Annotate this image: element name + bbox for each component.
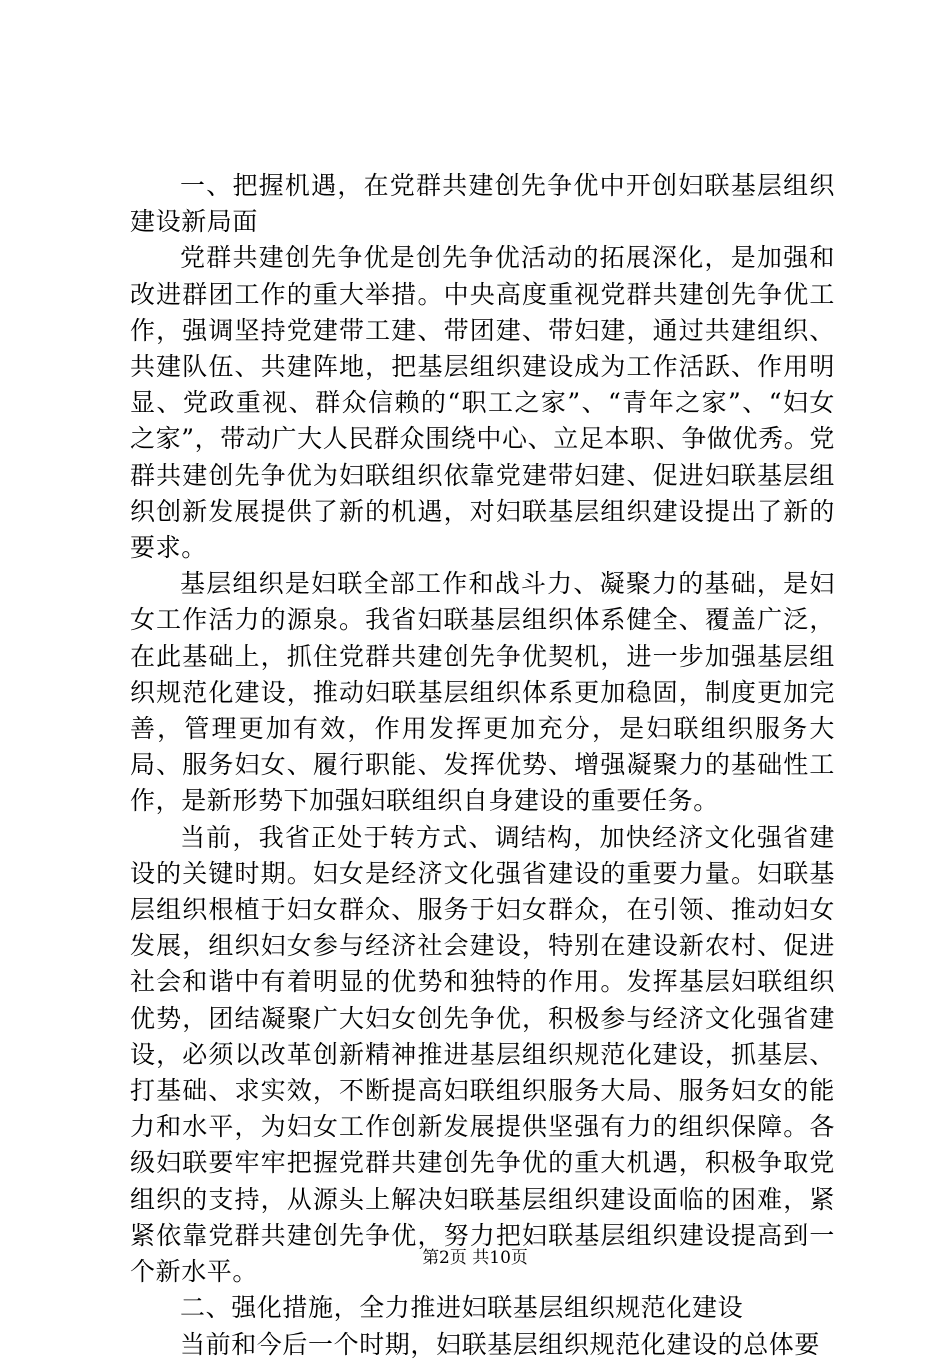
section-heading-1: 一、把握机遇，在党群共建创先争优中开创妇联基层组织建设新局面 (130, 171, 835, 237)
page-number-footer: 第2页 共10页 (422, 1248, 528, 1268)
body-paragraph-4: 当前和今后一个时期，妇联基层组织规范化建设的总体要 (180, 1329, 821, 1359)
section-heading-2: 二、强化措施，全力推进妇联基层组织规范化建设 (180, 1293, 744, 1323)
body-paragraph-1: 党群共建创先争优是创先争优活动的拓展深化，是加强和改进群团工作的重大举措。中央高度重视党群共建创先争优工作，强调坚持党建带工建、带团建、带妇建，通过共建组织、共建队伍、共建阵地，把基层组织建设成为工作活跃、作用明显、党政重视、群众信赖的“职工之家”、“青年之家”、“妇女之家”，带动广大人民群众围绕中心、立足本职、争做优秀。党群共建创先争优为妇联组织依靠党建带妇建、促进妇联基层组织创新发展提供了新的机遇，对妇联基层组织建设提出了新的要求。 (130, 243, 835, 563)
body-paragraph-3: 当前，我省正处于转方式、调结构，加快经济文化强省建设的关键时期。妇女是经济文化强省建设的重要力量。妇联基层组织根植于妇女群众、服务于妇女群众，在引领、推动妇女发展，组织妇女参与经济社会建设，特别在建设新农村、促进社会和谐中有着明显的优势和独特的作用。发挥基层妇联组织优势，团结凝聚广大妇女创先争优，积极参与经济文化强省建设，必须以改革创新精神推进基层组织规范化建设，抓基层、打基础、求实效，不断提高妇联组织服务大局、服务妇女的能力和水平，为妇女工作创新发展提供坚强有力的组织保障。各级妇联要牢牢把握党群共建创先争优的重大机遇，积极争取党组织的支持，从源头上解决妇联基层组织建设面临的困难，紧紧依靠党群共建创先争优，努力把妇联基层组织建设提高到一个新水平。 (130, 822, 835, 1287)
document-body (130, 168, 835, 1363)
body-paragraph-2: 基层组织是妇联全部工作和战斗力、凝聚力的基础，是妇女工作活力的源泉。我省妇联基层组织体系健全、覆盖广泛，在此基础上，抓住党群共建创先争优契机，进一步加强基层组织规范化建设，推动妇联基层组织体系更加稳固，制度更加完善，管理更加有效，作用发挥更加充分，是妇联组织服务大局、服务妇女、履行职能、发挥优势、增强凝聚力的基础性工作，是新形势下加强妇联组织自身建设的重要任务。 (130, 569, 835, 816)
